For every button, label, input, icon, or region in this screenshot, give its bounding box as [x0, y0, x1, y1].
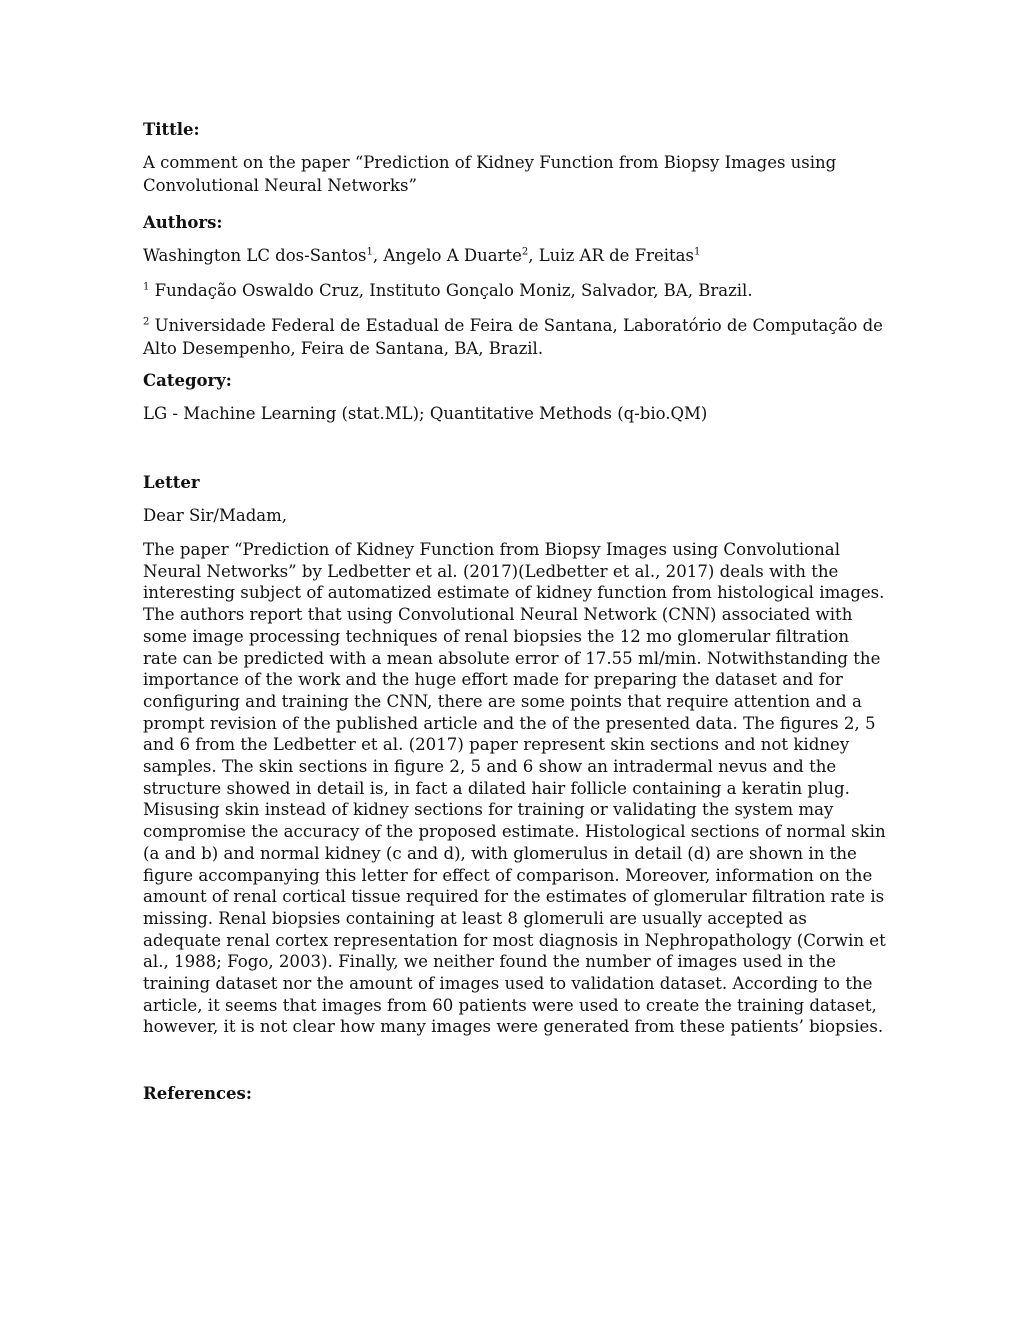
- category-label: Category:: [143, 371, 232, 390]
- author-1-affil: 1: [366, 246, 373, 258]
- affiliation-2-number: 2: [143, 316, 150, 328]
- affiliation-1-text: Fundação Oswaldo Cruz, Instituto Gonçalo Moniz, Salvador, BA, Brazil.: [149, 281, 753, 300]
- affiliation-2-text: Universidade Federal de Estadual de Feira de Santana, Laboratório de Computação de Alto Desempenho, Feira de Santana, BA, Brazil.: [143, 316, 883, 358]
- affiliation-1: [143, 279, 888, 302]
- author-3-affil: 1: [694, 246, 701, 258]
- author-2-affil: 2: [521, 246, 529, 258]
- salutation: Dear Sir/Madam,: [143, 506, 288, 525]
- paper-title: A comment on the paper “Prediction of Kidney Function from Biopsy Images using Convolutional Neural Networks”: [143, 153, 837, 195]
- affiliation-1-number: 1: [143, 281, 150, 293]
- document: [143, 116, 888, 1108]
- letter-label: Letter: [143, 473, 200, 492]
- authors-label: Authors:: [143, 213, 223, 232]
- title-label: Tittle:: [143, 120, 200, 139]
- author-list: [143, 244, 888, 267]
- author-1: Washington LC dos-Santos: [143, 246, 367, 265]
- author-3: , Luiz AR de Freitas: [528, 246, 694, 265]
- letter-body: The paper “Prediction of Kidney Function from Biopsy Images using Convolutional Neural Networks” by Ledbetter et al. (2017)(Ledbetter et al., 2017) deals with the interesting subject of automatized estimate of kidney function from histological images. The authors report that using Convolutional Neural Network (CNN) associated with some image processing techniques of renal biopsies the 12 mo glomerular filtration rate can be predicted with a mean absolute error of 17.55 ml/min. Notwithstanding the importance of the work and the huge effort made for preparing the dataset and for configuring and training the CNN, there are some points that require attention and a prompt revision of the published article and the of the presented data. The figures 2, 5 and 6 from the Ledbetter et al. (2017) paper represent skin sections and not kidney samples. The skin sections in figure 2, 5 and 6 show an intradermal nevus and the structure showed in detail is, in fact a dilated hair follicle containing a keratin plug. Misusing skin instead of kidney sections for training or validating the system may compromise the accuracy of the proposed estimate. Histological sections of normal skin (a and b) and normal kidney (c and d), with glomerulus in detail (d) are shown in the figure accompanying this letter for effect of comparison. Moreover, information on the amount of renal cortical tissue required for the estimates of glomerular filtration rate is missing. Renal biopsies containing at least 8 glomeruli are usually accepted as adequate renal cortex representation for most diagnosis in Nephropathology (Corwin et al., 1988; Fogo, 2003). Finally, we neither found the number of images used in the training dataset nor the amount of images used to validation dataset. According to the article, it seems that images from 60 patients were used to create the training dataset, however, it is not clear how many images were generated from these patients’ biopsies.: [143, 540, 886, 1037]
- references-label: References:: [143, 1084, 252, 1104]
- affiliation-2: [143, 314, 888, 360]
- category-text: LG - Machine Learning (stat.ML); Quantitative Methods (q-bio.QM): [143, 404, 708, 423]
- author-2: , Angelo A Duarte: [372, 246, 522, 265]
